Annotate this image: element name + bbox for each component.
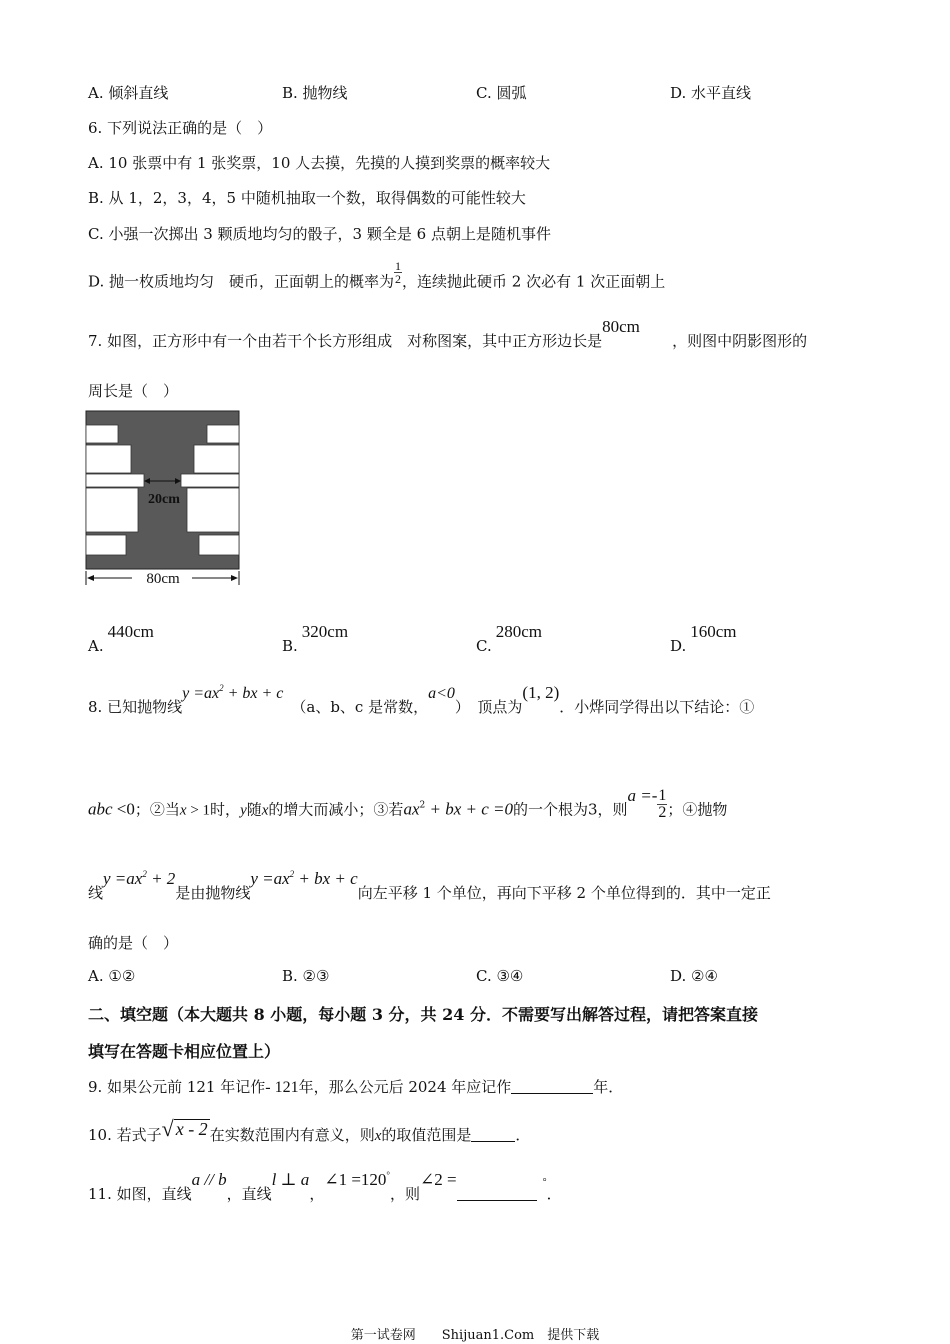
q10-answer-blank[interactable]	[471, 1127, 515, 1142]
left-rect-3	[86, 474, 144, 487]
page-footer: 第一试卷网 Shijuan1.Com 提供下载	[350, 1328, 600, 1343]
q9: 9. 如果公元前 121 年记作- 121年，那么公元后 2024 年应记作 年．	[88, 1078, 624, 1096]
neg-half-fraction: $\frac{1}{2}$	[658, 787, 667, 821]
q7-figure	[80, 405, 250, 597]
q9-value: - 121	[265, 1079, 299, 1096]
q8-line2: abc <0；②当x > 1时，y随x的增大而减小；③若$ax^2$ + bx + c =0的一个根为3，则a =- $\frac{1}{2}$ ；④抛物	[88, 785, 728, 821]
section2-heading-line2: 填写在答题卡相应位置上）	[88, 1042, 281, 1061]
q6-option-c: C. 小强一次掷出 3 颗质地均匀的骰子，3 颗全是 6 点朝上是随机事件	[88, 225, 551, 243]
q7-stem: 7. 如图，正方形中有一个由若干个长方形组成 对称图案，其中正方形边长是80cm，则图中阴影图形的	[88, 317, 808, 350]
right-rect-4	[187, 488, 239, 532]
q11-parallel: a // b	[191, 1170, 227, 1189]
side-arrow-left-head	[87, 575, 94, 581]
q6-d-text: D. 抛一枚质地均匀 硬币，正面朝上的概率为	[88, 272, 395, 291]
q6-d-text-end: ，连续抛此硬币 2 次必有 1 次正面朝上	[402, 272, 666, 291]
q8-condition: a<0	[428, 685, 455, 702]
side-label: 80cm	[146, 571, 180, 587]
right-rect-2	[194, 445, 239, 473]
q6-stem: 6. 下列说法正确的是（ ）	[88, 119, 273, 137]
q11: 11. 如图，直线a // b，直线l ⊥ a，∠1 =120°，则∠2 = °．	[88, 1170, 562, 1203]
q8-line4: 确的是（ ）	[88, 934, 179, 952]
left-rect-5	[86, 535, 126, 555]
q7-option-d: D.160cm	[670, 622, 737, 655]
q8-option-d: D. ②④	[670, 967, 718, 985]
gap-label: 20cm	[148, 492, 180, 507]
q11-answer-blank[interactable]	[457, 1186, 537, 1201]
q8-line3: 线$y =ax^2 + 2$是由抛物线$y =ax^2$ + bx + c向左平移 1 个单位，再向下平移 2 个单位得到的．其中一定正	[88, 869, 771, 902]
half-fraction: $\frac{1}{2}$	[395, 259, 402, 286]
q8-vertex: (1, 2)	[522, 683, 560, 702]
q10: 10. 若式子 √ x - 2 在实数范围内有意义，则x的取值范围是 ．	[88, 1116, 531, 1144]
right-rect-3	[181, 474, 239, 487]
right-rect-5	[199, 535, 239, 555]
sqrt-expression: √ x - 2	[161, 1116, 208, 1141]
left-rect-2	[86, 445, 131, 473]
q5-option-c: C. 圆弧	[476, 84, 527, 102]
q5-option-a: A. 倾斜直线	[88, 84, 169, 102]
q6-option-b: B. 从 1，2，3，4，5 中随机抽取一个数，取得偶数的可能性较大	[88, 189, 526, 207]
right-rect-1	[207, 425, 239, 443]
q11-perpendicular: l ⊥ a	[271, 1170, 310, 1189]
q8-eq2: $y =ax^2 + 2$	[103, 869, 176, 888]
q8-option-c: C. ③④	[476, 967, 524, 985]
section2-heading: 二、填空题（本大题共 8 小题，每小题 3 分，共 24 分．不需要写出解答过程，请把答案直接	[88, 1005, 758, 1024]
q11-angle1: ∠1 =120°	[324, 1170, 391, 1189]
q7-option-c: C.280cm	[476, 622, 542, 655]
q5-option-d: D. 水平直线	[670, 84, 752, 102]
q7-option-b: B.320cm	[282, 622, 349, 655]
q8-eq1: $y =ax^2$ + bx + c	[182, 683, 284, 702]
side-length: 80cm	[602, 317, 640, 336]
radical-icon: √	[161, 1116, 174, 1141]
q6-option-d	[88, 259, 666, 295]
q7-stem-line2: 周长是（ ）	[88, 382, 179, 400]
left-rect-4	[86, 488, 138, 532]
q9-answer-blank[interactable]	[511, 1079, 593, 1094]
left-rect-1	[86, 425, 118, 443]
q8-eq3: $y =ax^2$ + bx + c	[250, 869, 358, 888]
q8-option-b: B. ②③	[282, 967, 330, 985]
q11-angle2: ∠2 =	[420, 1170, 457, 1189]
side-arrow-right-head	[231, 575, 238, 581]
q7-option-a: A.440cm	[88, 622, 154, 655]
q8-line1: 8. 已知抛物线$y =ax^2$ + bx + c（a、b、c 是常数，a<0） 顶点为(1, 2)．小烨同学得出以下结论：①	[88, 683, 755, 716]
q8-option-a: A. ①②	[88, 967, 136, 985]
q5-option-b: B. 抛物线	[282, 84, 348, 102]
q6-option-a: A. 10 张票中有 1 张奖票，10 人去摸，先摸的人摸到奖票的概率较大	[88, 154, 551, 172]
